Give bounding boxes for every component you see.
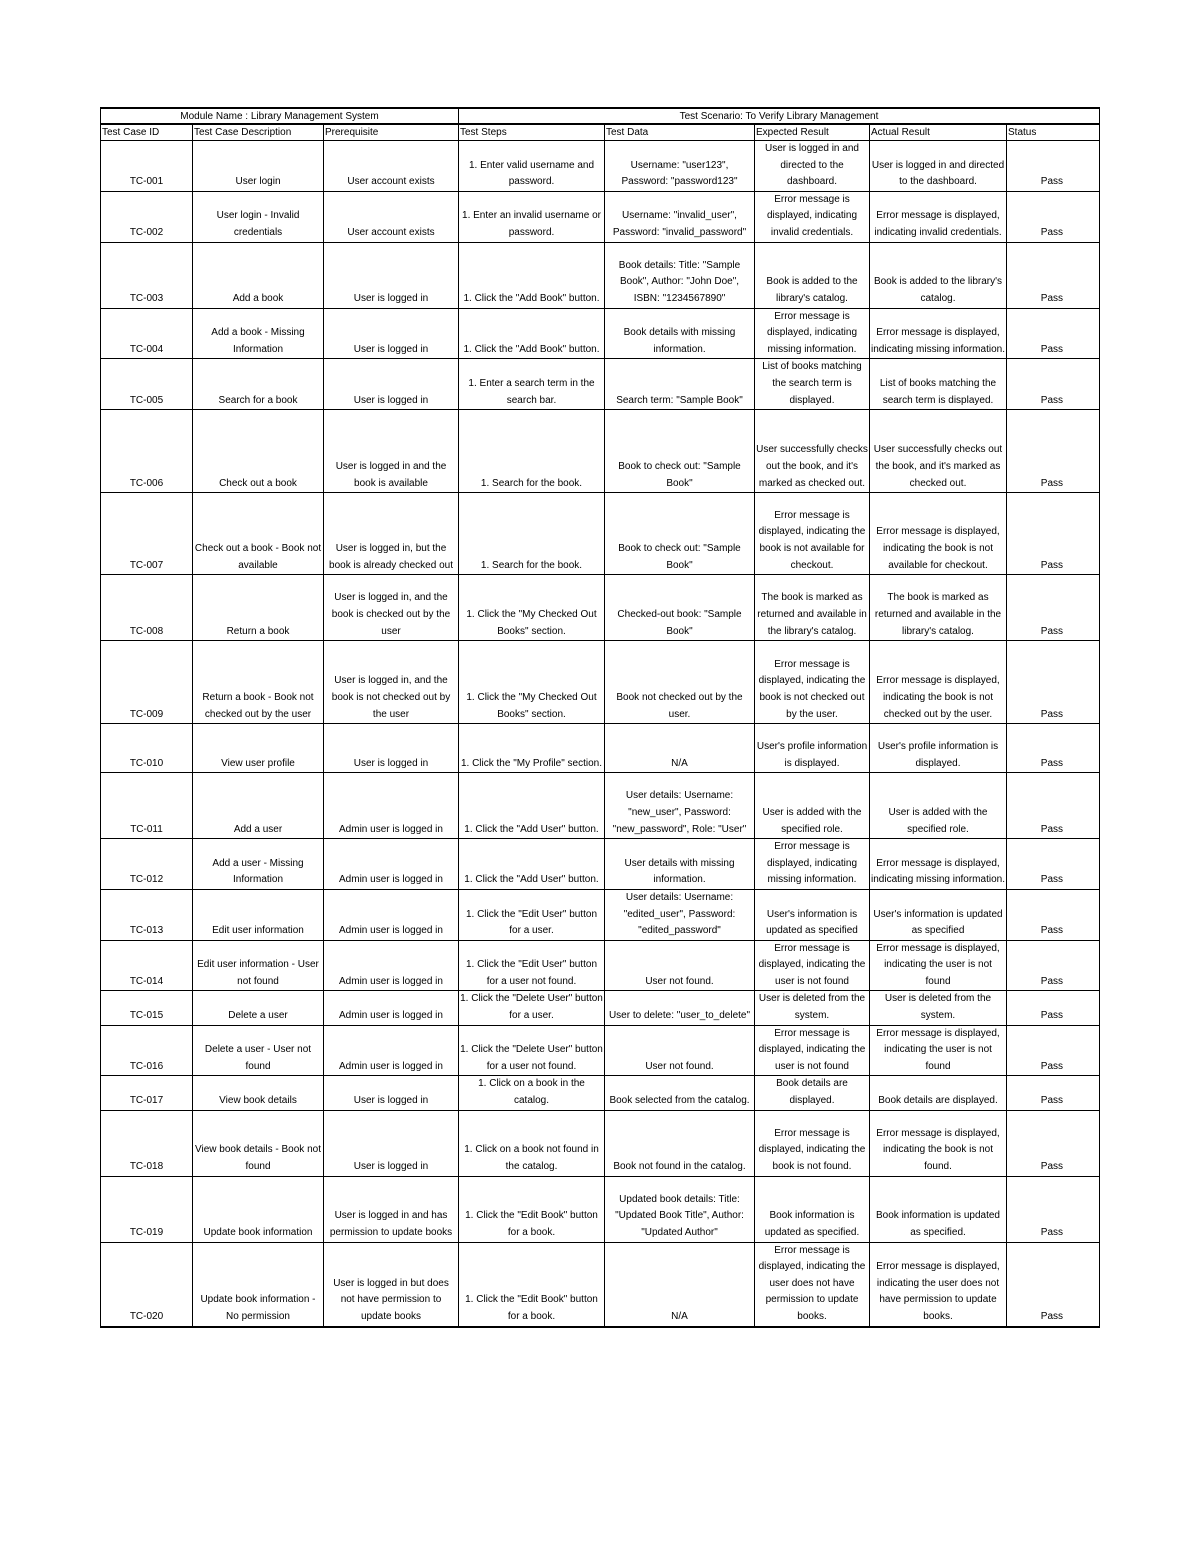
table-row [101,773,1100,839]
actual-result: Error message is displayed, indicating the user does not have permission to update books. [870,1242,1007,1326]
test-case-id: TC-011 [101,773,193,839]
status-cell: Pass [1007,242,1100,308]
table-row [101,1242,1100,1326]
test-steps: 1. Click the "Delete User" button for a user. [459,991,605,1025]
table-row [101,641,1100,724]
actual-result: Error message is displayed, indicating the book is not available for checkout. [870,493,1007,575]
test-data: Book not checked out by the user. [605,641,755,724]
table-row [101,1110,1100,1176]
test-case-id: TC-010 [101,724,193,773]
actual-result: Error message is displayed, indicating missing information. [870,308,1007,359]
expected-result: Error message is displayed, indicating the user is not found [755,940,870,991]
test-case-description: Add a user - Missing Information [193,839,324,890]
expected-result: Error message is displayed, indicating the book is not available for checkout. [755,493,870,575]
column-header: Test Case ID [101,124,193,141]
actual-result: User is logged in and directed to the dashboard. [870,141,1007,192]
status-cell: Pass [1007,141,1100,192]
test-data: Book selected from the catalog. [605,1076,755,1110]
column-header: Prerequisite [324,124,459,141]
test-data: Book details: Title: "Sample Book", Author: "John Doe", ISBN: "1234567890" [605,242,755,308]
table-row [101,308,1100,359]
column-header: Test Data [605,124,755,141]
actual-result: User successfully checks out the book, and it's marked as checked out. [870,410,1007,493]
test-case-description: Return a book - Book not checked out by the user [193,641,324,724]
test-case-id: TC-008 [101,575,193,641]
table-row [101,1176,1100,1242]
actual-result: Error message is displayed, indicating the user is not found [870,940,1007,991]
prerequisite: Admin user is logged in [324,991,459,1025]
test-case-id: TC-018 [101,1110,193,1176]
test-case-description: Edit user information - User not found [193,940,324,991]
prerequisite: User is logged in [324,1110,459,1176]
prerequisite: User is logged in [324,1076,459,1110]
test-case-description: View book details [193,1076,324,1110]
prerequisite: User is logged in and the book is available [324,410,459,493]
test-steps: 1. Click the "My Profile" section. [459,724,605,773]
actual-result: Book is added to the library's catalog. [870,242,1007,308]
test-steps: 1. Click the "Edit User" button for a user. [459,889,605,940]
table-row [101,410,1100,493]
test-data: Book to check out: "Sample Book" [605,410,755,493]
table-row [101,724,1100,773]
expected-result: Error message is displayed, indicating missing information. [755,308,870,359]
expected-result: User is logged in and directed to the dashboard. [755,141,870,192]
column-header: Actual Result [870,124,1007,141]
test-steps: 1. Enter valid username and password. [459,141,605,192]
test-case-description: Search for a book [193,359,324,410]
expected-result: User is deleted from the system. [755,991,870,1025]
test-case-id: TC-017 [101,1076,193,1110]
prerequisite: User account exists [324,191,459,242]
test-case-id: TC-020 [101,1242,193,1326]
column-header: Status [1007,124,1100,141]
test-data: User details with missing information. [605,839,755,890]
expected-result: List of books matching the search term is displayed. [755,359,870,410]
expected-result: Book details are displayed. [755,1076,870,1110]
title-row [101,108,1100,124]
test-case-description: Add a user [193,773,324,839]
status-cell: Pass [1007,575,1100,641]
actual-result: Book details are displayed. [870,1076,1007,1110]
test-case-id: TC-006 [101,410,193,493]
test-data: User details: Username: "new_user", Password: "new_password", Role: "User" [605,773,755,839]
expected-result: Error message is displayed, indicating missing information. [755,839,870,890]
test-steps: 1. Click the "Add User" button. [459,773,605,839]
test-case-id: TC-003 [101,242,193,308]
prerequisite: Admin user is logged in [324,940,459,991]
test-steps: 1. Enter a search term in the search bar. [459,359,605,410]
actual-result: Error message is displayed, indicating missing information. [870,839,1007,890]
test-data: User details: Username: "edited_user", Password: "edited_password" [605,889,755,940]
expected-result: Error message is displayed, indicating the book is not checked out by the user. [755,641,870,724]
test-steps: 1. Click on a book not found in the catalog. [459,1110,605,1176]
test-steps: 1. Click the "Add Book" button. [459,242,605,308]
test-data: N/A [605,1242,755,1326]
actual-result: The book is marked as returned and available in the library's catalog. [870,575,1007,641]
actual-result: User is deleted from the system. [870,991,1007,1025]
status-cell: Pass [1007,1110,1100,1176]
status-cell: Pass [1007,1176,1100,1242]
table-row [101,1025,1100,1076]
test-case-description: View book details - Book not found [193,1110,324,1176]
expected-result: Book is added to the library's catalog. [755,242,870,308]
header-row [101,124,1100,141]
test-data: Checked-out book: "Sample Book" [605,575,755,641]
table-row [101,940,1100,991]
status-cell: Pass [1007,991,1100,1025]
test-steps: 1. Click the "Edit Book" button for a book. [459,1176,605,1242]
actual-result: Error message is displayed, indicating the book is not checked out by the user. [870,641,1007,724]
test-data: User not found. [605,1025,755,1076]
status-cell: Pass [1007,493,1100,575]
test-case-id: TC-007 [101,493,193,575]
test-case-id: TC-012 [101,839,193,890]
actual-result: Error message is displayed, indicating the book is not found. [870,1110,1007,1176]
test-data: Search term: "Sample Book" [605,359,755,410]
test-steps: 1. Click the "Add Book" button. [459,308,605,359]
prerequisite: Admin user is logged in [324,773,459,839]
status-cell: Pass [1007,839,1100,890]
expected-result: Error message is displayed, indicating the user does not have permission to update books. [755,1242,870,1326]
status-cell: Pass [1007,308,1100,359]
expected-result: User's information is updated as specified [755,889,870,940]
test-case-description: Delete a user [193,991,324,1025]
status-cell: Pass [1007,191,1100,242]
prerequisite: User is logged in [324,308,459,359]
test-data: N/A [605,724,755,773]
test-case-description: Check out a book - Book not available [193,493,324,575]
table-body [101,141,1100,1327]
table-row [101,991,1100,1025]
test-case-id: TC-001 [101,141,193,192]
expected-result: Book information is updated as specified. [755,1176,870,1242]
prerequisite: User is logged in, but the book is already checked out [324,493,459,575]
test-steps: 1. Click the "Delete User" button for a user not found. [459,1025,605,1076]
prerequisite: Admin user is logged in [324,889,459,940]
test-case-description: Add a book [193,242,324,308]
status-cell: Pass [1007,1025,1100,1076]
prerequisite: Admin user is logged in [324,1025,459,1076]
test-case-description: Check out a book [193,410,324,493]
actual-result: Error message is displayed, indicating the user is not found [870,1025,1007,1076]
test-case-id: TC-016 [101,1025,193,1076]
prerequisite: User is logged in [324,359,459,410]
status-cell: Pass [1007,641,1100,724]
test-case-id: TC-013 [101,889,193,940]
test-case-id: TC-019 [101,1176,193,1242]
table-row [101,889,1100,940]
expected-result: User is added with the specified role. [755,773,870,839]
prerequisite: Admin user is logged in [324,839,459,890]
actual-result: User is added with the specified role. [870,773,1007,839]
test-steps: 1. Click on a book in the catalog. [459,1076,605,1110]
prerequisite: User is logged in and has permission to update books [324,1176,459,1242]
prerequisite: User is logged in [324,724,459,773]
test-case-description: Update book information [193,1176,324,1242]
table-row [101,839,1100,890]
test-steps: 1. Click the "Edit User" button for a user not found. [459,940,605,991]
status-cell: Pass [1007,359,1100,410]
test-case-id: TC-002 [101,191,193,242]
expected-result: Error message is displayed, indicating the book is not found. [755,1110,870,1176]
actual-result: User's profile information is displayed. [870,724,1007,773]
actual-result: List of books matching the search term is displayed. [870,359,1007,410]
status-cell: Pass [1007,1242,1100,1326]
test-case-description: Add a book - Missing Information [193,308,324,359]
prerequisite: User is logged in, and the book is checked out by the user [324,575,459,641]
test-data: Book details with missing information. [605,308,755,359]
status-cell: Pass [1007,940,1100,991]
test-case-description: User login - Invalid credentials [193,191,324,242]
test-case-description: View user profile [193,724,324,773]
expected-result: Error message is displayed, indicating the user is not found [755,1025,870,1076]
actual-result: User's information is updated as specified [870,889,1007,940]
test-case-description: Update book information - No permission [193,1242,324,1326]
table-row [101,1076,1100,1110]
test-case-description: Return a book [193,575,324,641]
test-case-description: User login [193,141,324,192]
test-data: User not found. [605,940,755,991]
test-steps: 1. Click the "My Checked Out Books" section. [459,575,605,641]
table-row [101,359,1100,410]
test-case-description: Edit user information [193,889,324,940]
prerequisite: User account exists [324,141,459,192]
table-row [101,191,1100,242]
test-scenario: Test Scenario: To Verify Library Management [459,108,1100,124]
prerequisite: User is logged in but does not have permission to update books [324,1242,459,1326]
status-cell: Pass [1007,410,1100,493]
actual-result: Book information is updated as specified. [870,1176,1007,1242]
status-cell: Pass [1007,773,1100,839]
column-header: Expected Result [755,124,870,141]
test-case-id: TC-004 [101,308,193,359]
table-row [101,575,1100,641]
test-data: Book not found in the catalog. [605,1110,755,1176]
status-cell: Pass [1007,724,1100,773]
prerequisite: User is logged in [324,242,459,308]
test-case-description: Delete a user - User not found [193,1025,324,1076]
actual-result: Error message is displayed, indicating invalid credentials. [870,191,1007,242]
table-row [101,242,1100,308]
test-data: Username: "invalid_user", Password: "invalid_password" [605,191,755,242]
expected-result: The book is marked as returned and available in the library's catalog. [755,575,870,641]
test-case-id: TC-014 [101,940,193,991]
test-steps: 1. Click the "Edit Book" button for a book. [459,1242,605,1326]
test-data: Updated book details: Title: "Updated Book Title", Author: "Updated Author" [605,1176,755,1242]
test-case-id: TC-015 [101,991,193,1025]
test-data: User to delete: "user_to_delete" [605,991,755,1025]
test-data: Username: "user123", Password: "password123" [605,141,755,192]
expected-result: Error message is displayed, indicating invalid credentials. [755,191,870,242]
test-steps: 1. Click the "My Checked Out Books" section. [459,641,605,724]
prerequisite: User is logged in, and the book is not checked out by the user [324,641,459,724]
test-steps: 1. Click the "Add User" button. [459,839,605,890]
test-steps: 1. Search for the book. [459,493,605,575]
test-steps: 1. Search for the book. [459,410,605,493]
column-header: Test Steps [459,124,605,141]
table-row [101,493,1100,575]
test-steps: 1. Enter an invalid username or password. [459,191,605,242]
table-row [101,141,1100,192]
status-cell: Pass [1007,889,1100,940]
column-header: Test Case Description [193,124,324,141]
expected-result: User successfully checks out the book, and it's marked as checked out. [755,410,870,493]
module-name: Module Name : Library Management System [101,108,459,124]
status-cell: Pass [1007,1076,1100,1110]
test-data: Book to check out: "Sample Book" [605,493,755,575]
test-case-id: TC-009 [101,641,193,724]
expected-result: User's profile information is displayed. [755,724,870,773]
test-case-table [100,107,1100,1328]
test-case-id: TC-005 [101,359,193,410]
